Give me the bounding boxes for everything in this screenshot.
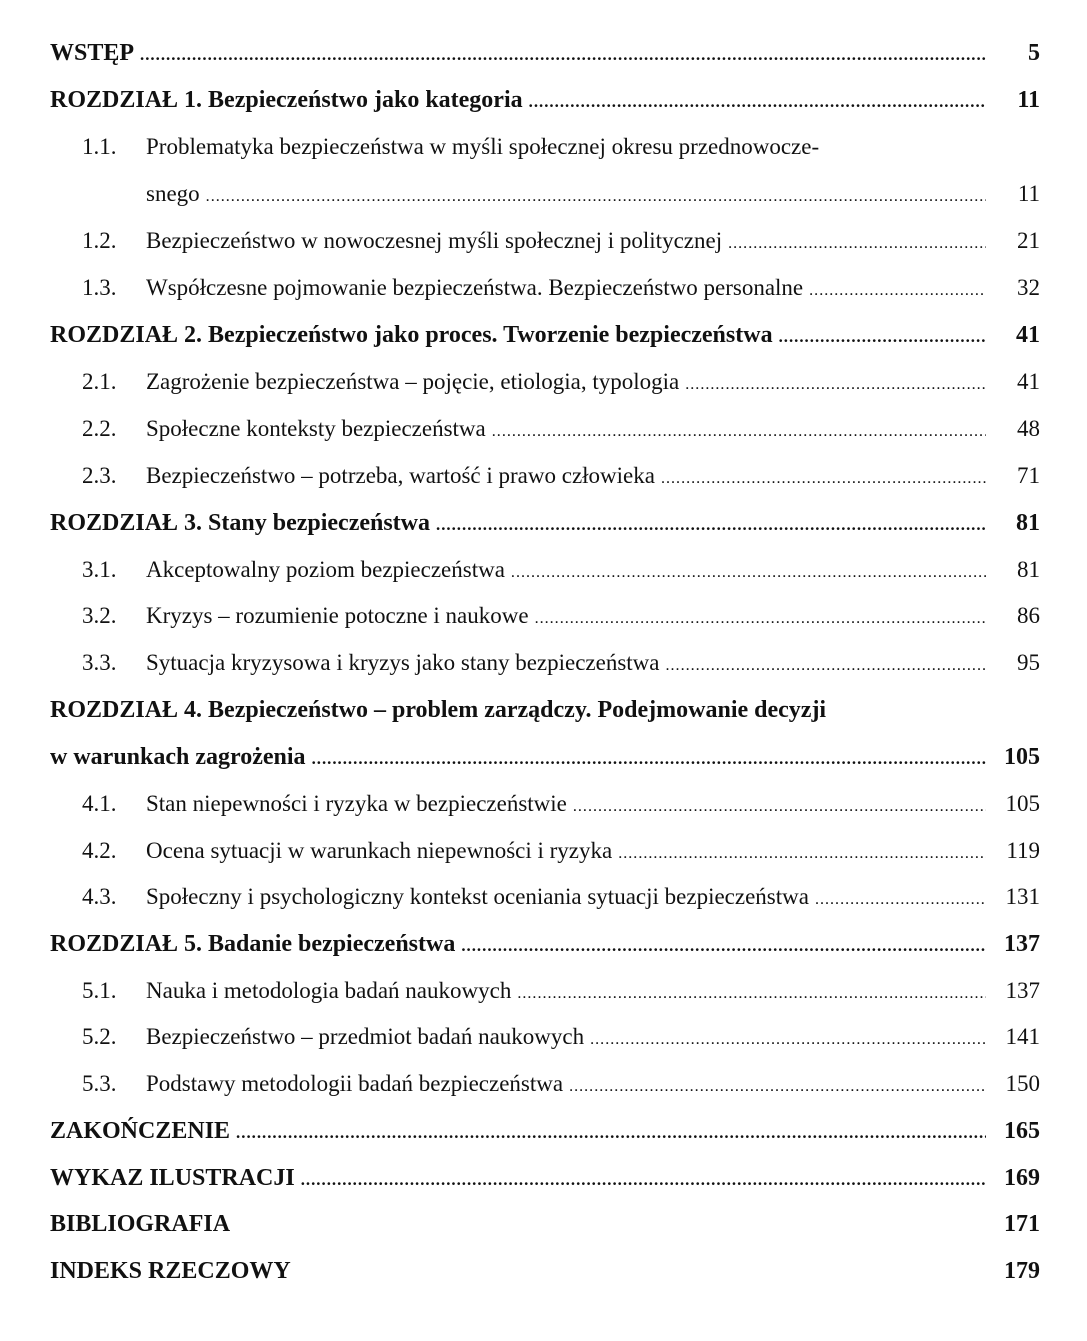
- leader-dots: [535, 610, 986, 628]
- entry-page: 105: [1004, 744, 1040, 770]
- entry-page: 137: [1004, 931, 1040, 957]
- section-number: 1.3.: [82, 275, 117, 300]
- entry-page: 81: [1017, 557, 1040, 582]
- entry-title: Problematyka bezpieczeństwa w myśli społecznej okresu przednowocze-: [146, 134, 820, 159]
- entry-title: Społeczne konteksty bezpieczeństwa: [146, 416, 486, 441]
- entry-title: ZAKOŃCZENIE: [50, 1118, 231, 1144]
- section-number: 4.2.: [82, 838, 117, 863]
- entry-page: 11: [1017, 181, 1040, 206]
- leader-dots: [809, 282, 986, 300]
- toc-entry-wykaz-ilustracji: [50, 1165, 1040, 1205]
- entry-page: 150: [1005, 1071, 1040, 1096]
- toc-entry-chapter-1: [50, 87, 1040, 127]
- toc-entry-5-2: [82, 1024, 1040, 1064]
- leader-dots: [618, 845, 986, 863]
- toc-entry-3-3: [82, 650, 1040, 690]
- section-number: 5.2.: [82, 1024, 117, 1049]
- entry-title: Ocena sytuacji w warunkach niepewności i ryzyka: [146, 838, 613, 863]
- toc-entry-bibliografia: [50, 1211, 1040, 1251]
- entry-title: Współczesne pojmowanie bezpieczeństwa. Bezpieczeństwo personalne: [146, 275, 804, 300]
- leader-dots: [492, 423, 986, 441]
- entry-title: Zagrożenie bezpieczeństwa – pojęcie, etiologia, typologia: [146, 369, 680, 394]
- toc-entry-3-1: [82, 557, 1040, 597]
- toc-entry-1-1-line1: [82, 134, 1040, 174]
- toc-entry-2-2: [82, 416, 1040, 456]
- toc-entry-wstep: [50, 40, 1040, 80]
- leader-dots: [728, 235, 986, 253]
- entry-title: INDEKS RZECZOWY: [50, 1258, 291, 1284]
- entry-title-continuation: snego: [146, 181, 200, 206]
- entry-title: Nauka i metodologia badań naukowych: [146, 978, 512, 1003]
- entry-title: Stan niepewności i ryzyka w bezpieczeństwie: [146, 791, 567, 816]
- section-number: 2.1.: [82, 369, 117, 394]
- section-number: 5.1.: [82, 978, 117, 1003]
- entry-page: 131: [1005, 884, 1040, 909]
- entry-page: 11: [1017, 87, 1040, 113]
- entry-page: 41: [1016, 322, 1040, 348]
- entry-page: 81: [1016, 510, 1040, 536]
- leader-dots: [511, 564, 986, 582]
- toc-entry-2-3: [82, 463, 1040, 503]
- entry-page: 32: [1017, 275, 1040, 300]
- entry-page: 179: [1004, 1258, 1040, 1284]
- leader-dots: [590, 1031, 986, 1049]
- toc-entry-3-2: [82, 603, 1040, 643]
- entry-title: ROZDZIAŁ 1. Bezpieczeństwo jako kategoria: [50, 87, 523, 113]
- section-number: 2.3.: [82, 463, 117, 488]
- entry-title: Sytuacja kryzysowa i kryzys jako stany bezpieczeństwa: [146, 650, 660, 675]
- entry-page: 119: [1006, 838, 1040, 863]
- entry-title: Akceptowalny poziom bezpieczeństwa: [146, 557, 505, 582]
- toc-entry-4-3: [82, 884, 1040, 924]
- leader-dots: [140, 45, 986, 65]
- entry-title: Społeczny i psychologiczny kontekst oceniania sytuacji bezpieczeństwa: [146, 884, 809, 909]
- toc-entry-5-3: [82, 1071, 1040, 1111]
- leader-dots: [236, 1123, 986, 1143]
- toc-entry-4-2: [82, 838, 1040, 878]
- section-number: 5.3.: [82, 1071, 117, 1096]
- entry-title: Bezpieczeństwo – potrzeba, wartość i prawo człowieka: [146, 463, 655, 488]
- entry-page: 105: [1005, 791, 1040, 816]
- section-number: 3.2.: [82, 603, 117, 628]
- entry-page: 21: [1017, 228, 1040, 253]
- entry-title: Kryzys – rozumienie potoczne i naukowe: [146, 603, 529, 628]
- entry-page: 41: [1017, 369, 1040, 394]
- entry-page: 169: [1004, 1165, 1040, 1191]
- toc-entry-1-3: [82, 275, 1040, 315]
- toc-entry-4-1: [82, 791, 1040, 831]
- leader-dots: [312, 749, 986, 769]
- leader-dots: [206, 188, 986, 206]
- toc-entry-indeks-rzeczowy: [50, 1258, 1040, 1298]
- entry-page: 86: [1017, 603, 1040, 628]
- entry-title-continuation: w warunkach zagrożenia: [50, 744, 306, 770]
- entry-page: 5: [1028, 40, 1040, 66]
- toc-entry-chapter-3: [50, 510, 1040, 550]
- section-number: 1.2.: [82, 228, 117, 253]
- entry-title: Bezpieczeństwo – przedmiot badań naukowych: [146, 1024, 585, 1049]
- leader-dots: [666, 657, 987, 675]
- section-number: 4.3.: [82, 884, 117, 909]
- toc-entry-2-1: [82, 369, 1040, 409]
- leader-dots: [529, 92, 986, 112]
- toc-entry-chapter-5: [50, 931, 1040, 971]
- toc-entry-1-2: [82, 228, 1040, 268]
- entry-page: 48: [1017, 416, 1040, 441]
- entry-title: WSTĘP: [50, 40, 135, 66]
- leader-dots: [461, 936, 986, 956]
- leader-dots: [436, 515, 986, 535]
- toc-entry-zakonczenie: [50, 1118, 1040, 1158]
- section-number: 3.1.: [82, 557, 117, 582]
- toc-entry-chapter-2: [50, 322, 1040, 362]
- section-number: 3.3.: [82, 650, 117, 675]
- entry-page: 137: [1005, 978, 1040, 1003]
- leader-dots: [779, 327, 986, 347]
- section-number: 1.1.: [82, 134, 117, 159]
- leader-dots: [685, 376, 986, 394]
- section-number: 2.2.: [82, 416, 117, 441]
- toc-entry-1-1-line2: [146, 181, 1040, 221]
- leader-dots: [815, 891, 986, 909]
- entry-page: 141: [1005, 1024, 1040, 1049]
- entry-title: ROZDZIAŁ 4. Bezpieczeństwo – problem zarządczy. Podejmowanie decyzji: [50, 697, 827, 723]
- leader-dots: [569, 1078, 986, 1096]
- leader-dots: [573, 798, 986, 816]
- leader-dots: [517, 985, 986, 1003]
- entry-page: 165: [1004, 1118, 1040, 1144]
- toc-entry-chapter-4-line2: [50, 744, 1040, 784]
- entry-title: BIBLIOGRAFIA: [50, 1211, 231, 1237]
- entry-title: ROZDZIAŁ 5. Badanie bezpieczeństwa: [50, 931, 456, 957]
- entry-page: 95: [1017, 650, 1040, 675]
- entry-title: ROZDZIAŁ 2. Bezpieczeństwo jako proces. Tworzenie bezpieczeństwa: [50, 322, 773, 348]
- entry-page: 71: [1017, 463, 1040, 488]
- leader-dots: [661, 470, 986, 488]
- toc-entry-5-1: [82, 978, 1040, 1018]
- entry-title: Podstawy metodologii badań bezpieczeństwa: [146, 1071, 564, 1096]
- leader-dots: [301, 1170, 986, 1190]
- entry-page: 171: [1004, 1211, 1040, 1237]
- section-number: 4.1.: [82, 791, 117, 816]
- toc-entry-chapter-4-line1: [50, 697, 1040, 737]
- entry-title: Bezpieczeństwo w nowoczesnej myśli społecznej i politycznej: [146, 228, 723, 253]
- entry-title: WYKAZ ILUSTRACJI: [50, 1165, 295, 1191]
- entry-title: ROZDZIAŁ 3. Stany bezpieczeństwa: [50, 510, 431, 536]
